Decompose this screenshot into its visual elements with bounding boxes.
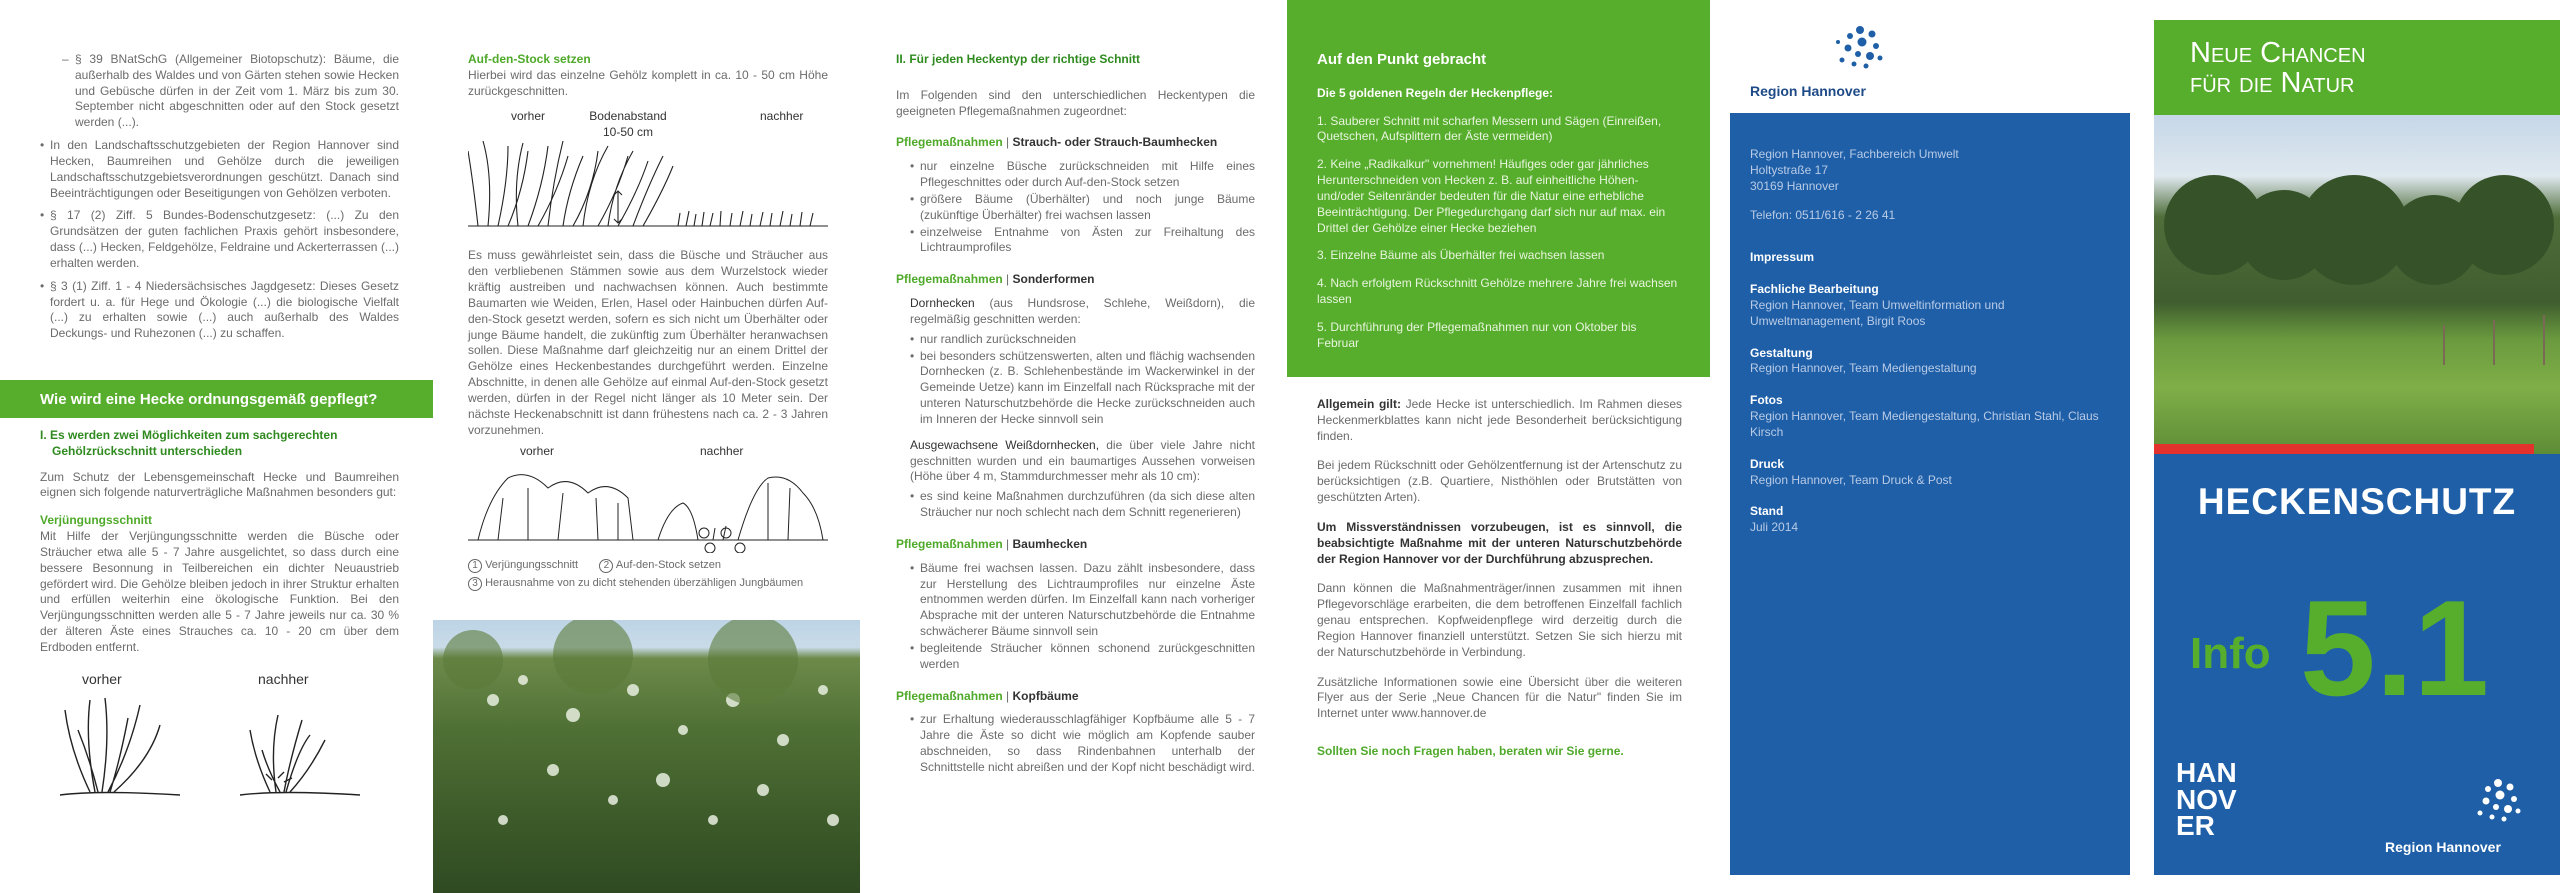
- hedge-photo: [433, 620, 860, 893]
- impressum-heading: Druck: [1750, 456, 1785, 471]
- note-massnahmen: Dann können die Maßnahmenträger/innen zusammen mit ihnen Pflegevorschläge erarbeiten, die dem betroffenen Einzelfall fachlich genau entsprechen. Kopfweidenpflege wird derzeitig durch die Region Hannover finanziell unterstützt. Setzen Sie sich hierzu mit der Naturschutzbehörde in Verbindung.: [1317, 581, 1682, 659]
- weiss-text: [910, 438, 1255, 485]
- figure-hedge-before-after: [468, 444, 828, 554]
- wordmark-line: ER: [2176, 810, 2215, 842]
- phone: Telefon: 0511/616 - 2 26 41: [1750, 208, 1896, 223]
- rules-title: Auf den Punkt gebracht: [1317, 51, 1487, 68]
- impressum-box: [1730, 113, 2130, 875]
- subheading-verjuengung: Verjüngungsschnitt: [40, 513, 153, 528]
- fig2-before: vorher: [520, 444, 555, 459]
- pm-type: Baumhecken: [1012, 536, 1088, 551]
- note-lead: Allgemein gilt:: [1317, 397, 1401, 411]
- impressum-text: Region Hannover, Team Druck & Post: [1750, 472, 1952, 487]
- legend-text: Verjüngungsschnitt: [485, 559, 579, 572]
- legend-number: 2: [599, 559, 613, 573]
- impressum-heading: Fotos: [1750, 393, 1783, 408]
- note-info: Zusätzliche Informationen sowie eine Übersicht über die weiteren Flyer aus der Serie „Neue Chancen für die Natur" finden Sie im Internet unter www.hannover.de: [1317, 674, 1682, 721]
- list-item: • bei besonders schützenswerten, alten und flächig wachsenden Dornhecken (z. B. Schlehenbestände im Wackerwinkel in der Gemeinde Uetze) kann im Einzelfall nach Rücksprache mit der unteren Naturschutzbehörde die Hecke zurückschneiden auch im Inneren der Hecke sinnvoll sein: [910, 349, 1255, 428]
- rule-item: 3. Einzelne Bäume als Überhälter frei wachsen lassen: [1317, 248, 1605, 263]
- note-text: Jede Hecke ist unterschiedlich. Im Rahmen dieses Heckenmerkblattes kann nicht jede Besonderheit berücksichtigung finden.: [1317, 397, 1682, 443]
- impressum-text: Region Hannover, Team Mediengestaltung, Christian Stahl, Claus Kirsch: [1750, 409, 2099, 439]
- list-item: • zur Erhaltung wiederausschlagfähiger Kopfbäume alle 5 - 7 Jahre die Äste so dicht wie möglich am Kopfende sauber abschneiden, so dass Rindenbahnen unterhalb der Schnittstelle nicht abreißen und der Kopf nicht beschädigt wird.: [910, 712, 1255, 775]
- intro-text: Im Folgenden sind den unterschiedlichen Heckentypen die geeigneten Pflegemaßnahmen zugeordnet:: [896, 87, 1255, 118]
- heading-pm-strauch: Pflegemaßnahmen | Strauch- oder Strauch-Baumhecken: [896, 135, 1218, 150]
- stripe-red: [2154, 444, 2534, 454]
- list-item: • begleitende Sträucher können schonend zurückgeschnitten werden: [910, 641, 1255, 673]
- list-item: • Bäume frei wachsen lassen. Dazu zählt insbesondere, dass zur Herstellung des Lichtraumprofiles nur einzelne Äste entnommen werden dürfen. Im Einzelfall kann nach vorheriger Absprache mit der unteren Naturschutzbehörde die Entnahme schwächerer Bäume sinnvoll sein: [910, 561, 1255, 640]
- list-item: • es sind keine Maßnahmen durchzuführen (da sich diese alten Sträucher nur noch schlecht nach dem Schnitt regenerieren): [910, 489, 1255, 521]
- wordmark-line: HAN: [2176, 757, 2237, 788]
- cover-title: [2154, 20, 2560, 115]
- section-heading: II. Für jeden Heckentyp der richtige Schnitt: [896, 52, 1141, 66]
- legend-text: Herausnahme von zu dicht stehenden überzähligen Jungbäumen: [485, 577, 804, 590]
- legend-text: Auf-den-Stock setzen: [615, 559, 722, 572]
- wordmark-line: NOV: [2176, 783, 2237, 815]
- rule-item: 4. Nach erfolgtem Rückschnitt Gehölze mehrere Jahre frei wachsen lassen: [1317, 276, 1678, 307]
- fig-label-after: nachher: [258, 670, 309, 687]
- pm-type: Sonderformen: [1012, 272, 1095, 287]
- info-number: 5.1: [2300, 572, 2490, 724]
- address-line: Region Hannover, Fachbereich Umwelt: [1750, 147, 1959, 161]
- pm-label: Pflegemaßnahmen: [896, 272, 1003, 287]
- address-line: Holtystraße 17: [1750, 162, 1829, 177]
- general-notes: [1317, 397, 1682, 760]
- weiss-lead: Ausgewachsene Weißdornhecken,: [910, 437, 1100, 452]
- section-band-title: Wie wird eine Hecke ordnungsgemäß gepflegt?: [0, 380, 433, 418]
- heading-pm-baum: Pflegemaßnahmen | Baumhecken: [896, 536, 1088, 551]
- impressum-heading: Gestaltung: [1750, 345, 1813, 360]
- list-item: • größere Bäume (Überhälter) und noch junge Bäume (zukünftige Überhälter) frei wachsen lassen: [910, 192, 1255, 224]
- panel-heckentypen: [860, 0, 1287, 893]
- region-hannover-cover-icon: [2460, 775, 2530, 835]
- shrub-illustration: [40, 690, 399, 810]
- subheading-auf-den-stock: Auf-den-Stock setzen: [468, 52, 591, 66]
- heading-pm-sonder: Pflegemaßnahmen | Sonderformen: [896, 272, 1095, 287]
- note-missverstaendnisse: Um Missverständnissen vorzubeugen, ist es sinnvoll, die beabsichtigte Maßnahme mit der unteren Naturschutzbehörde der Region Hannover vor der Durchführung abzusprechen.: [1317, 519, 1682, 566]
- rule-item: 5. Durchführung der Pflegemaßnahmen nur von Oktober bis Februar: [1317, 319, 1637, 350]
- legend-row: [468, 558, 828, 573]
- legend-row: [468, 576, 828, 591]
- dorn-desc: (aus Hundsrose, Schlehe, Weißdorn), die regelmäßig geschnitten werden:: [910, 296, 1255, 326]
- hedge-tree-illustration: [468, 458, 828, 553]
- auf-den-stock-text: Es muss gewährleistet sein, dass die Büsche und Sträucher aus den verbliebenen Stämmen sowie aus dem Wurzelstock wieder kräftig austreiben und nachwachsen können. Auch bestimmte Baumarten wie Weiden, Erlen, Hasel oder Hainbuchen dürfen Auf-den-Stock gesetzt werden, sofern es sich nicht um Überhälter oder junge Bäume handelt, die zukünftig zum Überhälter heranwachsen sollen. Diese Maßnahme darf gleichzeitig nur an einem Drittel der Gehölze eines Heckenbestandes durchgeführt werden. Einzelne Abschnitte, in denen alle Gehölze auf einmal Auf-den-Stock gesetzt werden, dürfen in der Regel nicht länger als 10 Meter sein. Der nächste Heckenabschnitt ist dann frühestens nach ca. 2 - 3 Jahren vorzunehmen.: [468, 248, 828, 437]
- note-artenschutz: Bei jedem Rückschnitt oder Gehölzentfernung ist der Artenschutz zu berücksichtigen (z.B. Quartiere, Nisthöhlen oder Brutstätten von geschützten Arten).: [1317, 458, 1682, 505]
- pm-label: Pflegemaßnahmen: [896, 536, 1003, 551]
- law-item: • § 3 (1) Ziff. 1 - 4 Niedersächsisches Jagdgesetz: Dieses Gesetz fordert u. a. für Hege und Ökologie (...) die biologische Vielfalt (...) zu erhalten sowie (...) auch außerhalb des Waldes Deckungs- und Ruhezonen (...) zu schaffen.: [40, 279, 399, 342]
- list-item: • nur randlich zurückschneiden: [910, 332, 1255, 348]
- rule-item: 1. Sauberer Schnitt mit scharfen Messern und Sägen (Einreißen, Quetschen, Aufsplittern der Äste vermeiden): [1317, 113, 1662, 144]
- auf-den-stock-intro: Hierbei wird das einzelne Gehölz komplett in ca. 10 - 50 cm Höhe zurückgeschnitten.: [468, 67, 828, 98]
- rules-subtitle: Die 5 goldenen Regeln der Heckenpflege:: [1317, 85, 1554, 100]
- list-item: • einzelweise Entnahme von Ästen zur Freihaltung des Lichtraumprofiles: [910, 225, 1255, 257]
- heckenschutz-title: HECKENSCHUTZ: [2197, 481, 2517, 522]
- panel-auf-den-punkt: [1287, 0, 1710, 893]
- law-item: – § 39 BNatSchG (Allgemeiner Biotopschutz): Bäume, die außerhalb des Waldes und von Gärten stehen sowie Hecken und Gebüsche dürfen in der Zeit vom 1. März bis zum 30. September nicht abgeschnitten oder auf den Stock gesetzt werden (...).: [62, 52, 399, 131]
- panel-cover: [2130, 0, 2560, 893]
- impressum-text: Juli 2014: [1750, 520, 1799, 535]
- note-general: [1317, 397, 1682, 444]
- figure-hedge-cut: [468, 107, 828, 232]
- panel-impressum: [1710, 0, 2130, 893]
- pm-label: Pflegemaßnahmen: [896, 688, 1003, 703]
- address-line: 30169 Hannover: [1750, 178, 1839, 193]
- impressum-text: Region Hannover, Team Mediengestaltung: [1750, 361, 1977, 376]
- pm-label: Pflegemaßnahmen: [896, 135, 1003, 150]
- pm-type: Kopfbäume: [1012, 688, 1079, 703]
- fig-label-before: vorher: [82, 670, 122, 687]
- fig2-after: nachher: [700, 444, 744, 459]
- impressum-title: Impressum: [1750, 250, 1815, 265]
- hedge-illustration: [468, 131, 828, 231]
- figure-shrub-before-after: [40, 670, 399, 810]
- pm-type: Strauch- oder Strauch-Baumhecken: [1012, 135, 1218, 150]
- heading-pm-kopf: Pflegemaßnahmen | Kopfbäume: [896, 688, 1079, 703]
- cover-title-line: für die Natur: [2190, 67, 2355, 100]
- law-item: • § 17 (2) Ziff. 5 Bundes-Bodenschutzgesetz: (...) Zu den Grundsätzen der guten fachlichen Praxis gehört insbesondere, dass (...) Hecken, Feldgehölze, Feldraine und Ackerterrassen (...) erhalten werden.: [40, 208, 399, 271]
- impressum-text: Region Hannover, Team Umweltinformation und Umweltmanagement, Birgit Roos: [1750, 297, 2005, 328]
- section-heading: I. Es werden zwei Möglichkeiten zum sachgerechten Gehölzrückschnitt unterschieden: [40, 428, 338, 458]
- info-label: Info: [2190, 629, 2271, 678]
- legend-number: 3: [468, 577, 482, 591]
- closing-text: Sollten Sie noch Fragen haben, beraten wir Sie gerne.: [1317, 744, 1624, 759]
- legend: [468, 558, 828, 591]
- legend-number: 1: [468, 559, 482, 573]
- rule-item: 2. Keine „Radikalkur" vornehmen! Häufiges oder gar jährliches Herunterschneiden von Hecken z. B. auf einheitliche Höhen- und/oder Seitenränder bedeuten für die Natur eine erhebliche Beeinträchtigung. Der Pflegedurchgang darf sich nur auf max. ein Drittel der Gehölze einer Hecke beziehen: [1317, 157, 1666, 235]
- impressum-heading: Fachliche Bearbeitung: [1750, 282, 1879, 297]
- region-hannover-logo-icon: [1822, 22, 1892, 82]
- list-item: • nur einzelne Büsche zurückschneiden mit Hilfe eines Pflegeschnittes oder durch Auf-den-Stock setzen: [910, 159, 1255, 191]
- hedge-photo-foliage: [433, 620, 860, 893]
- panel-care: [0, 428, 433, 893]
- intro-text: Zum Schutz der Lebensgemeinschaft Hecke und Baumreihen eignen sich folgende naturverträgliche Maßnahmen besonders gut:: [40, 469, 399, 500]
- weiss-desc: die über viele Jahre nicht geschnitten wurden und ein baumartiges Aussehen vorweisen (Höhe über 4 m, Stammdurchmesser mehr als 10 cm):: [910, 437, 1255, 484]
- impressum-heading: Stand: [1750, 504, 1784, 519]
- law-item: • In den Landschaftsschutzgebieten der Region Hannover sind Hecken, Baumreihen und Gehölze durch die jeweiligen Landschaftsschutzgebietsverordnungen geschützt. Danach sind Beeinträchtigungen oder Beseitigungen von Gehölzen verboten.: [40, 138, 399, 201]
- cover-title-line: Neue Chancen: [2190, 37, 2366, 69]
- fig1-mid: Bodenabstand 10-50 cm: [589, 109, 667, 140]
- dorn-text: [910, 296, 1255, 328]
- dorn-lead: Dornhecken: [910, 296, 975, 311]
- cover-brand-name: Region Hannover: [2385, 839, 2501, 855]
- verjuengung-text: Mit Hilfe der Verjüngungsschnitte werden die Büsche oder Sträucher etwa alle 5 - 7 Jahre ausgelichtet, so dass durch eine bessere Besonnung in Teilbereichen ein dichter Neuaustrieb gefördert wird. Die Gehölze bleiben jedoch in ihrer Struktur erhalten und erfüllen weiterhin eine ökologische Funktion. Bei den Verjüngungsschnitten werden alle 5 - 7 Jahre jeweils nur ca. 30 % der älteren Äste eines Strauches ca. 10 - 20 cm über dem Erdboden entfernt.: [40, 529, 399, 654]
- cover-photo-scene: [2154, 115, 2560, 455]
- fig1-before: vorher: [511, 109, 546, 124]
- brand-name: Region Hannover: [1750, 83, 1866, 99]
- fig1-after: nachher: [760, 109, 804, 124]
- rules-box: [1287, 0, 1710, 377]
- hannover-wordmark: [2176, 757, 2237, 842]
- cover-photo: [2154, 115, 2560, 455]
